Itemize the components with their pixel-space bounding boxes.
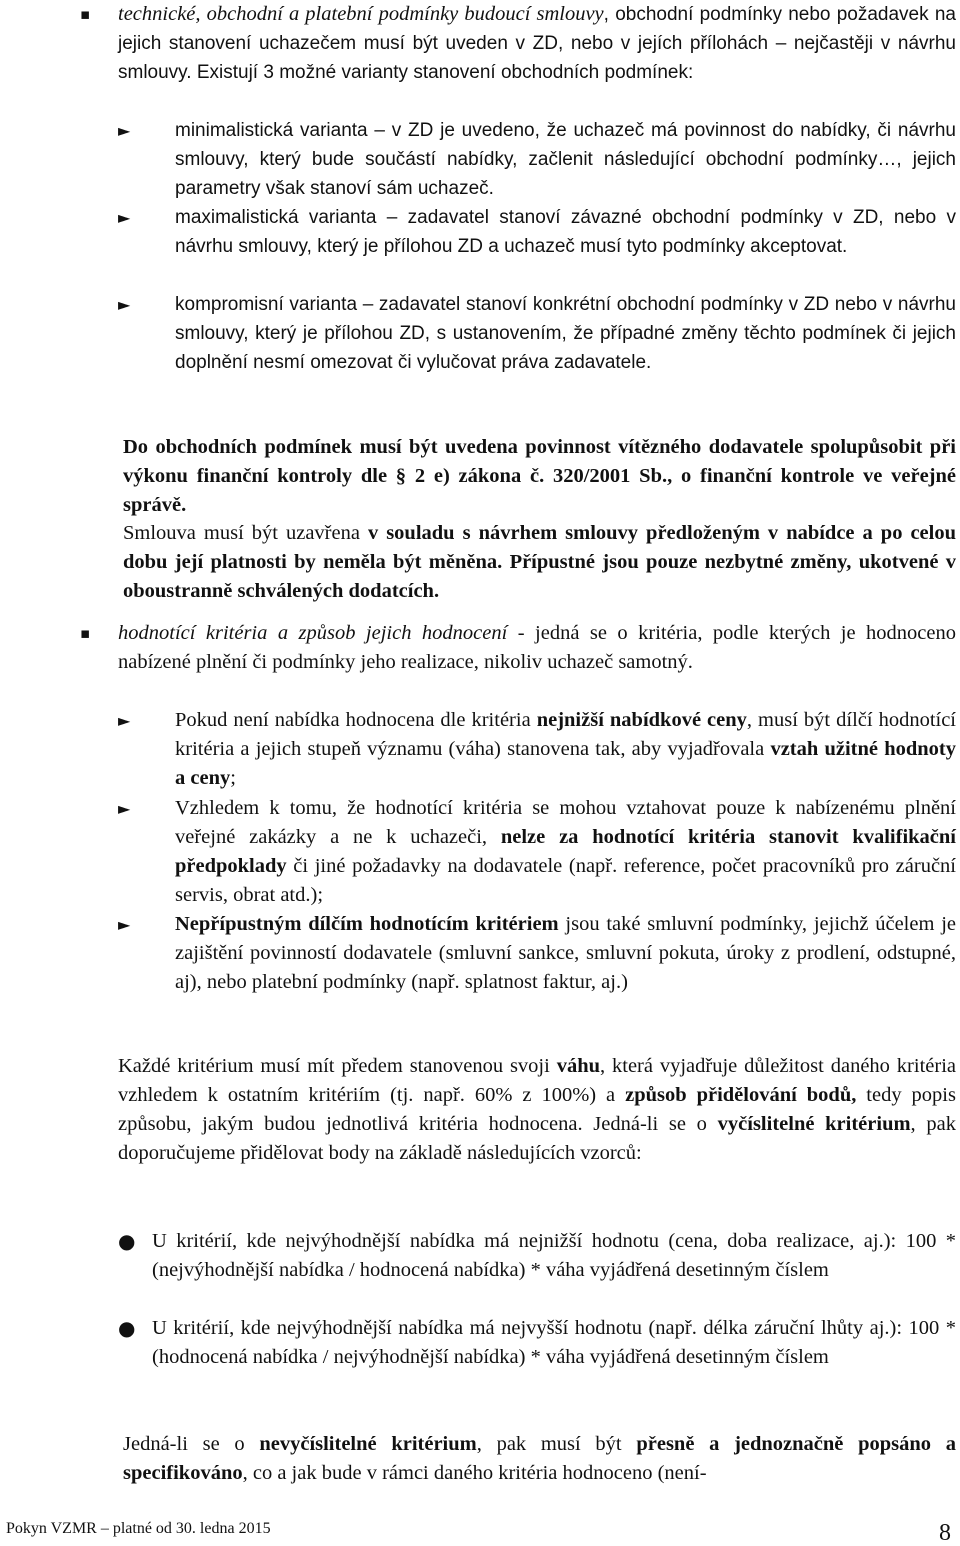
criteria-intro xyxy=(118,619,956,677)
bold-text: vztah užitné hodnoty a ceny xyxy=(175,738,956,789)
arrow-bullet-icon: ► xyxy=(118,799,131,818)
non-quantifiable-paragraph xyxy=(123,1430,956,1488)
text: či jiné požadavky na dodavatele (např. reference, počet pracovníků pro záruční servis, obrat atd.); xyxy=(175,855,956,906)
arrow-bullet-icon: ► xyxy=(118,915,131,934)
commercial-terms-heading: technické, obchodní a platební podmínky budoucí smlouvy xyxy=(118,3,604,25)
text: , co a jak bude v rámci daného kritéria hodnoceno (není- xyxy=(242,1462,707,1484)
contract-paragraph xyxy=(123,519,956,606)
bold-text: Nepřípustným dílčím hodnotícím kritériem xyxy=(175,913,559,935)
bold-text: nelze za hodnotící kritéria stanovit kvalifikační předpoklady xyxy=(175,826,956,877)
variant-maximal: maximalistická varianta – zadavatel stanoví závazné obchodní podmínky v ZD, nebo v návrhu smlouvy, který je přílohou ZD a uchazeč musí tyto podmínky akceptovat. xyxy=(175,207,956,257)
formula-highest: U kritérií, kde nejvýhodnější nabídka má nejvyšší hodnotu (např. délka záruční lhůty aj.): 100 * (hodnocená nabídka / nejvýhodnější nabídka) * váha vyjádřená desetinným číslem xyxy=(152,1317,956,1368)
variant-minimal: minimalistická varianta – v ZD je uvedeno, že uchazeč má povinnost do nabídky, či návrhu smlouvy, který bude součástí nabídky, začlenit následující obchodní podmínky…, jejich parametry však stanoví sám uchazeč. xyxy=(175,120,956,199)
criteria-text: - jedná se o kritéria, podle kterých je hodnoceno nabízené plnění či podmínky jeho realizace, nikoliv uchazeč samotný. xyxy=(118,622,957,673)
arrow-bullet-icon: ► xyxy=(118,121,131,140)
bold-text: způsob přidělování bodů, xyxy=(625,1084,857,1106)
arrow-bullet-icon: ► xyxy=(118,208,131,227)
formula-lowest: U kritérií, kde nejvýhodnější nabídka má nejnižší hodnotu (cena, doba realizace, aj.): 100 * (nejvýhodnější nabídka / hodnocená nabídka) * váha vyjádřená desetinným číslem xyxy=(152,1230,956,1281)
page-number: 8 xyxy=(939,1520,951,1546)
text: ; xyxy=(230,767,236,789)
text: Jedná-li se o xyxy=(123,1433,260,1455)
criteria-item-inadmissible xyxy=(175,910,956,997)
criteria-item-price xyxy=(175,706,956,793)
arrow-bullet-icon: ► xyxy=(118,295,131,314)
contract-paragraph-plain: Smlouva musí být uzavřena xyxy=(123,522,368,544)
weight-paragraph xyxy=(118,1052,956,1168)
variant-compromise: kompromisní varianta – zadavatel stanoví konkrétní obchodní podmínky v ZD nebo v návrhu smlouvy, který je přílohou ZD, s ustanovením, že případné změny těchto podmínek či jejich doplnění nesmí omezovat či vylučovat práva zadavatele. xyxy=(175,294,956,373)
commercial-terms-text: , obchodní podmínky nebo požadavek na jejich stanovení uchazečem musí být uveden v ZD, nebo v jejích přílohách – nejčastěji v návrhu smlouvy. xyxy=(118,4,956,83)
text: Každé kritérium musí mít předem stanovenou svoji xyxy=(118,1055,557,1077)
text: , která vyjadřuje důležitost daného kritéria vzhledem k ostatním kritériím (tj. např. 60% z 100%) a xyxy=(118,1055,956,1106)
text: Pokud není nabídka hodnocena dle kritéria xyxy=(175,709,537,731)
text: , pak doporučujeme přidělovat body na základě následujících vzorců: xyxy=(118,1113,956,1164)
criteria-heading: hodnotící kritéria a způsob jejich hodnocení xyxy=(118,622,508,644)
text: , pak musí být xyxy=(476,1433,637,1455)
text: tedy popis způsobu, jakým budou jednotlivá kritéria hodnocena. Jedná-li se o xyxy=(118,1084,956,1135)
text: Vzhledem k tomu, že hodnotící kritéria se mohou vztahovat pouze k nabízenému plnění veřejné zakázky a ne k uchazeči, xyxy=(175,797,956,848)
bold-text: přesně a jednoznačně popsáno a specifikováno xyxy=(123,1433,956,1484)
commercial-terms-intro xyxy=(118,0,956,87)
page-footer: Pokyn VZMR – platné od 30. ledna 2015 xyxy=(6,1520,271,1537)
financial-control-paragraph: Do obchodních podmínek musí být uvedena povinnost vítězného dodavatele spolupůsobit při výkonu finanční kontroly dle § 2 e) zákona č. 320/2001 Sb., o finanční kontrole ve veřejné správě. xyxy=(123,436,956,516)
commercial-terms-variants-lead: Existují 3 možné varianty stanovení obchodních podmínek: xyxy=(191,62,694,83)
square-bullet-icon: ▪ xyxy=(80,624,91,642)
criteria-item-qualification xyxy=(175,794,956,910)
bold-text: váhu xyxy=(556,1055,600,1077)
square-bullet-icon: ▪ xyxy=(80,5,91,23)
bold-text: nejnižší nabídkové ceny xyxy=(536,709,747,731)
dot-bullet-icon: ● xyxy=(118,1229,136,1253)
dot-bullet-icon: ● xyxy=(118,1316,136,1340)
text: , musí být dílčí hodnotící kritéria a jejich stupeň významu (váha) stanovena tak, aby vyjadřovala xyxy=(175,709,957,760)
text: jsou také smluvní podmínky, jejichž účelem je zajištění povinností dodavatele (smluvní sankce, smluvní pokuta, úroky z prodlení, odstupné, aj), nebo platební podmínky (např. splatnost faktur, aj.) xyxy=(175,913,956,993)
contract-paragraph-bold: v souladu s návrhem smlouvy předloženým v nabídce a po celou dobu její platnosti by neměla být měněna. Přípustné jsou pouze nezbytné změny, ukotvené v oboustranně schválených dodatcích. xyxy=(123,522,956,602)
arrow-bullet-icon: ► xyxy=(118,711,131,730)
bold-text: vyčíslitelné kritérium xyxy=(717,1113,911,1135)
bold-text: nevyčíslitelné kritérium xyxy=(259,1433,477,1455)
